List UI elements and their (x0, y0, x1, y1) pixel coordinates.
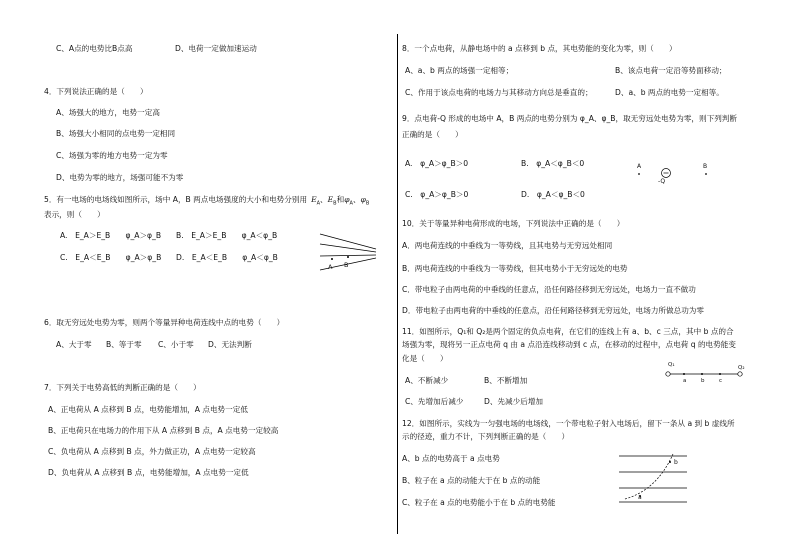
column-divider (397, 34, 398, 534)
q9-option-a: A. φ_A＞φ_B＞0 (405, 159, 469, 168)
q11-option-b: B、不断增加 (484, 376, 528, 385)
q9-option-c: C. φ_A＞φ_B＞0 (405, 190, 469, 199)
q5-fig-label-a: A (328, 263, 333, 271)
q12-option-a: A、b 点的电势高于 a 点电势 (402, 454, 500, 463)
q8-option-c: C、作用于该点电荷的电场力与其移动方向总是垂直的； (405, 88, 593, 97)
q7-option-a: A、正电荷从 A 点移到 B 点，电势能增加，A 点电势一定低 (48, 405, 248, 414)
q5-option-b: B. E_A＞E_B φ_A＜φ_B (176, 231, 278, 240)
q5-stem-line2: 表示，则（ ） (44, 210, 105, 219)
q12-uniform-field-figure (617, 450, 689, 506)
q5-option-c: C. E_A＜E_B φ_A＞φ_B (60, 253, 162, 262)
q11-option-c: C、先增加后减少 (405, 397, 464, 406)
q5-stem-line1: 5．有一电场的电场线如图所示，场中 A，B 两点电场强度的大小和电势分别用 $E_A$、$E_B$和$\varphi_A$、$\varphi_B$ (44, 195, 370, 207)
q9-stem-line2: 正确的是（ ） (402, 130, 463, 139)
q5-fig-label-b: B (344, 261, 349, 269)
q9-fig-label-q: -Q (658, 178, 666, 185)
q11-fig-label-a: a (683, 378, 687, 384)
q10-stem: 10．关于等量异种电荷形成的电场，下列说法中正确的是（ ） (402, 219, 625, 228)
q8-stem: 8．一个点电荷，从静电场中的 a 点移到 b 点，其电势能的变化为零，则（ ） (402, 44, 677, 53)
q7-option-d: D、负电荷从 A 点移到 B 点，电势能增加，A 点电势一定低 (48, 468, 249, 477)
q10-option-c: C．带电粒子由两电荷的中垂线的任意点，沿任何路径移到无穷远处，电场力一直不做功 (402, 285, 696, 294)
q9-fig-label-a: A (637, 163, 642, 170)
prev-option-d: D、电荷一定做加速运动 (175, 44, 257, 53)
q6-option-a: A、大于零 (56, 340, 92, 349)
q8-option-a: A、a、b 两点的场强一定相等； (405, 66, 514, 75)
q12-stem-line2: 示的径迹，重力不计，下列判断正确的是（ ） (402, 432, 570, 441)
q6-option-c: C、小于零 (158, 340, 194, 349)
q10-option-d: D．带电粒子由两电荷的中垂线的任意点，沿任何路径移到无穷远处，电场力所做总功为零 (402, 306, 704, 315)
q4-option-d: D、电势为零的地方，场强可能不为零 (56, 173, 184, 182)
q4-option-a: A、场强大的地方，电势一定高 (56, 108, 160, 117)
q11-fig-label-b: b (701, 378, 705, 384)
q11-stem-line3: 化是（ ） (402, 354, 448, 363)
q12-fig-label-b: b (674, 459, 678, 466)
prev-option-c: C、A点的电势比B点高 (56, 44, 133, 53)
q12-stem-line1: 12．如图所示，实线为一匀强电场的电场线，一个带电粒子射入电场后，留下一条从 a 到 b 虚线所 (402, 419, 735, 428)
q11-fig-label-q2: Q₂ (738, 365, 745, 371)
q9-fig-label-b: B (703, 163, 708, 170)
q11-option-d: D、先减少后增加 (484, 397, 544, 406)
q11-option-a: A、不断减少 (405, 376, 449, 385)
q9-point-charge-figure (634, 160, 714, 184)
q12-option-b: B、粒子在 a 点的动能大于在 b 点的动能 (402, 476, 541, 485)
q10-option-b: B．两电荷连线的中垂线为一等势线，但其电势小于无穷远处的电势 (402, 264, 628, 273)
q12-option-c: C、粒子在 a 点的电势能小于在 b 点的电势能 (402, 498, 556, 507)
q11-fig-label-q1: Q₁ (668, 362, 675, 368)
q6-option-d: D、无法判断 (208, 340, 252, 349)
q7-option-b: B、正电荷只在电场力的作用下从 A 点移到 B 点，A 点电势一定较高 (48, 426, 279, 435)
q5-option-d: D. E_A＜E_B φ_A＜φ_B (176, 253, 278, 262)
q4-option-c: C、场强为零的地方电势一定为零 (56, 151, 168, 160)
q6-stem: 6．取无穷远处电势为零，则两个等量异种电荷连线中点的电势（ ） (44, 318, 285, 327)
q9-option-b: B. φ_A＜φ_B＜0 (521, 159, 585, 168)
q4-stem: 4．下列说法正确的是（ ） (44, 87, 148, 96)
q12-fig-label-a: a (638, 494, 642, 501)
q11-stem-line2: 场强为零，现将另一正点电荷 q 由 a 点沿连线移动到 c 点，在移动的过程中，点电荷 q 的电势能变 (402, 340, 736, 349)
q5-option-a: A. E_A＞E_B φ_A＞φ_B (60, 231, 162, 240)
q7-option-c: C、负电荷从 A 点移到 B 点，外力做正功，A 点电势一定较高 (48, 447, 256, 456)
q11-stem-line1: 11．如图所示，Q₁和 Q₂是两个固定的负点电荷，在它们的连线上有 a、b、c 三点，其中 b 点的合 (402, 327, 734, 336)
q9-stem-line1: 9．点电荷-Q 形成的电场中 A，B 两点的电势分别为 φ_A、φ_B，取无穷远处电势为零，则下列判断 (402, 114, 737, 123)
q10-option-a: A．两电荷连线的中垂线为一等势线，且其电势与无穷远处相同 (402, 241, 613, 250)
q9-option-d: D. φ_A＜φ_B＜0 (521, 190, 585, 199)
q4-option-b: B、场强大小相同的点电势一定相同 (56, 129, 176, 138)
q7-stem: 7．下列关于电势高低的判断正确的是（ ） (44, 383, 201, 392)
q11-fig-label-c: c (719, 378, 723, 384)
q8-option-d: D、a、b 两点的电势一定相等。 (615, 88, 724, 97)
q8-option-b: B、该点电荷一定沿等势面移动； (615, 66, 727, 75)
q6-option-b: B、等于零 (106, 340, 142, 349)
